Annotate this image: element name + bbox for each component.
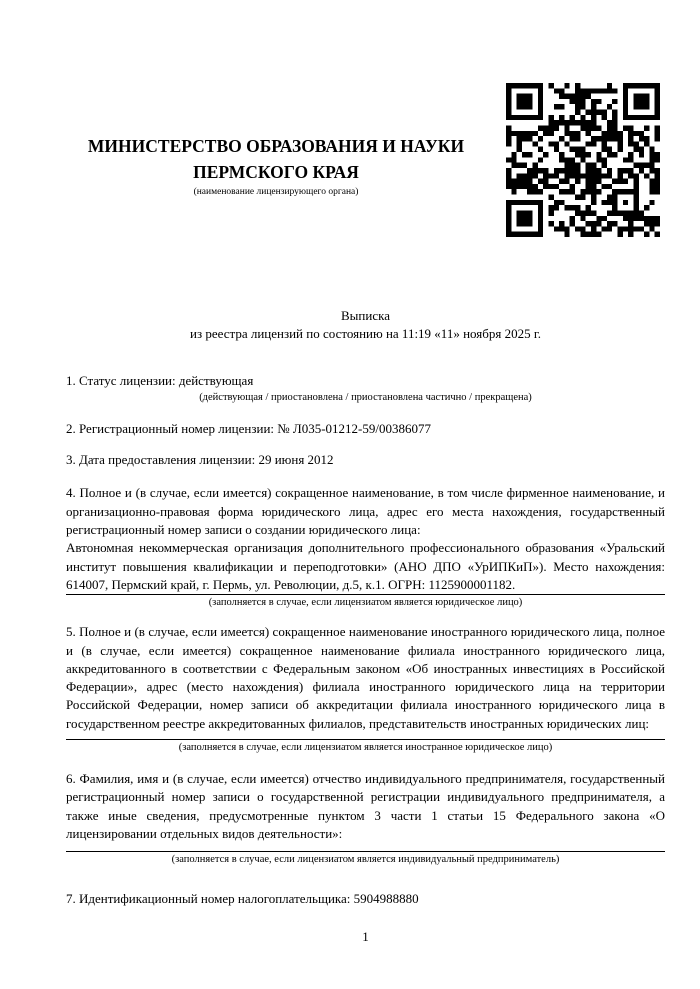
registration-number-line: 2. Регистрационный номер лицензии: № Л035-01212-59/00386077 (66, 420, 432, 436)
legal-entity-statement: 4. Полное и (в случае, если имеется) сокращенное наименование, в том числе фирменное наименование, и организационно-правовая форма юридического лица, адрес его места нахождения, государственный регистрационный номер записи о создании юридического лица: (66, 485, 665, 538)
entrepreneur-statement: 6. Фамилия, имя и (в случае, если имеется) отчество индивидуального предпринимателя, государственный регистрационный номер записи о государственной регистрации индивидуального предпринимателя, а также иные сведения, предусмотренные пунктом 3 части 1 статьи 15 Федерального закона «О лицензировании отдельных видов деятельности»: (66, 771, 665, 841)
legal-entity-caption: (заполняется в случае, если лицензиатом является юридическое лицо) (208, 597, 523, 609)
license-status-line: 1. Статус лицензии: действующая (66, 372, 254, 388)
foreign-entity-fill-line (66, 739, 665, 740)
legal-entity-value: Автономная некоммерческая организация дополнительного профессионального образования «Уральский институт повышения квалификации и переподготовки» (АНО ДПО «УрИПКиП»). Место нахождения: 614007, Пермский край, г. Пермь, ул. Революции, д.5, к.1. ОГРН: 1125900001182. (66, 540, 665, 592)
qr-code (506, 83, 660, 237)
licensing-authority-header (66, 134, 486, 199)
document-title (66, 307, 665, 344)
grant-date-line: 3. Дата предоставления лицензии: 29 июня 2012 (66, 452, 334, 468)
document-body (66, 307, 665, 909)
entrepreneur-caption: (заполняется в случае, если лицензиатом является индивидуальный предприниматель) (171, 854, 560, 866)
legal-entity-fill-line (66, 594, 665, 595)
licensing-authority-caption: (наименование лицензирующего органа) (193, 187, 359, 197)
document-title-line1: Выписка (341, 308, 390, 323)
page-number: 1 (362, 929, 369, 944)
ministry-name-line1: МИНИСТЕРСТВО ОБРАЗОВАНИЯ И НАУКИ (87, 136, 465, 156)
foreign-entity-statement: 5. Полное и (в случае, если имеется) сокращенное наименование иностранного юридического лица, полное и (в случае, если имеется) сокращенное наименование филиала иностранного юридического лица, аккредитованного в соответствии с Федеральным законом «Об иностранных инвестициях в Российской Федерации», адрес (место нахождения) филиала иностранного юридического лица на территории Российской Федерации, номер записи об аккредитации филиала иностранного юридического лица в государственном реестре аккредитованных филиалов, представительств иностранных юридических лиц: (66, 624, 665, 731)
license-status-options-caption: (действующая / приостановлена / приостановлена частично / прекращена) (199, 391, 532, 403)
ministry-name-line2: ПЕРМСКОГО КРАЯ (193, 161, 359, 182)
taxpayer-number-line: 7. Идентификационный номер налогоплательщика: 5904988880 (66, 891, 419, 907)
document-title-line2: из реестра лицензий по состоянию на 11:19 «11» ноября 2025 г. (190, 326, 541, 342)
entrepreneur-fill-line (66, 851, 665, 852)
foreign-entity-caption: (заполняется в случае, если лицензиатом является иностранное юридическое лицо) (178, 742, 553, 754)
